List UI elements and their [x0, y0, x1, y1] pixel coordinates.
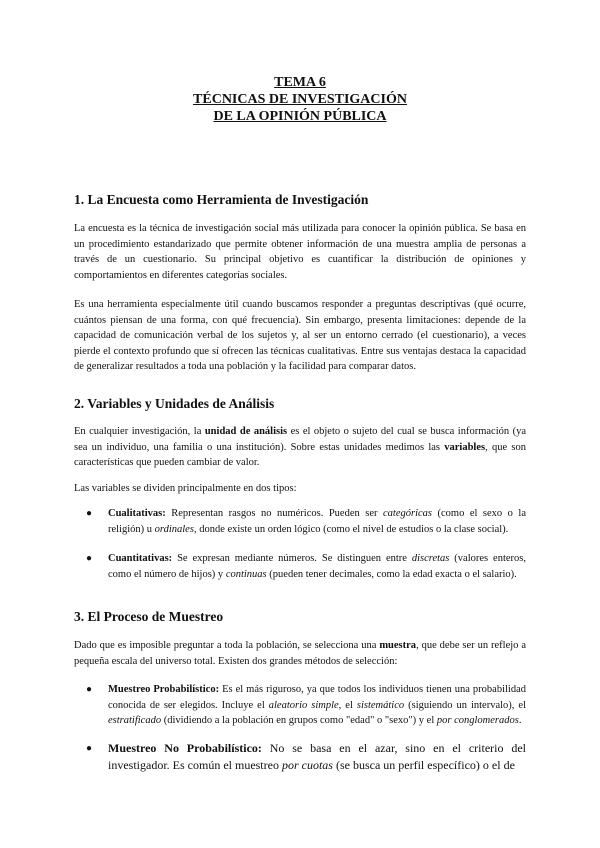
document-title [0, 74, 600, 125]
title-line-2: TÉCNICAS DE INVESTIGACIÓN [193, 92, 407, 107]
section-1-paragraph-2: Es una herramienta especialmente útil cuando buscamos responder a preguntas descriptivas (qué ocurre, cuántos piensan de una forma, con qué frecuencia). Sin embargo, presenta limitaciones: depende de la capacidad de comunicación verbal de los sujetos y, al ser un entorno cerrado (el cuestionario), a veces pierde el contexto profundo que sí ofrecen las técnicas cualitativas. Entre sus ventajas destaca la capacidad de generalizar resultados a toda una población y la facilidad para comparar datos. [74, 299, 526, 372]
bullet-marker: ● [86, 508, 93, 519]
section-3-heading: 3. El Proceso de Muestreo [74, 609, 224, 624]
title-line-1: TEMA 6 [274, 75, 326, 90]
bullet-muestreo-probabilistico: ● Muestreo Probabilístico: Es el más riguroso, ya que todos los individuos tienen una probabilidad conocida de ser elegidos. Incluye el aleatorio simple, el sistemático (siguiendo un intervalo), el estratificado (dividiendo a la población en grupos como "edad" o "sexo") y el por conglomerados. [86, 684, 526, 726]
section-2-paragraph-1: En cualquier investigación, la unidad de análisis es el objeto o sujeto del cual se busca información (ya sea un individuo, una familia o una institución). Sobre estas unidades medimos las variables, que son características que pueden cambiar de valor. [74, 426, 526, 468]
section-2-heading: 2. Variables y Unidades de Análisis [74, 396, 275, 411]
section-1-paragraph-1: La encuesta es la técnica de investigación social más utilizada para conocer la opinión pública. Se basa en un procedimiento estandarizado que permite obtener información de una muestra amplia de personas a través de un cuestionario. Su principal objetivo es cuantificar la distribución de opiniones y comportamientos en diferentes categorías sociales. [74, 223, 526, 281]
section-2-paragraph-2: Las variables se dividen principalmente en dos tipos: [74, 483, 297, 494]
bullet-cualitativas: ● Cualitativas: Representan rasgos no numéricos. Pueden ser categóricas (como el sexo o la religión) u ordinales, donde existe un orden lógico (como el nivel de estudios o la clase social). [86, 508, 526, 535]
title-line-3: DE LA OPINIÓN PÚBLICA [213, 109, 387, 124]
bullet-marker: ● [86, 553, 93, 564]
bullet-cuantitativas: ● Cuantitativas: Se expresan mediante números. Se distinguen entre discretas (valores enteros, como el número de hijos) y continuas (pueden tener decimales, como la edad exacta o el salario). [86, 553, 526, 580]
bullet-marker: ● [86, 743, 93, 754]
section-1-heading: 1. La Encuesta como Herramienta de Investigación [74, 192, 369, 207]
bullet-muestreo-no-probabilistico: ● Muestreo No Probabilístico: No se basa en el azar, sino en el criterio del investigador. Es común el muestreo por cuotas (se busca un perfil específico) o el de [86, 741, 526, 772]
bullet-marker: ● [86, 684, 93, 695]
section-3-paragraph-1: Dado que es imposible preguntar a toda la población, se selecciona una muestra, que debe ser un reflejo a pequeña escala del universo total. Existen dos grandes métodos de selección: [74, 640, 526, 667]
